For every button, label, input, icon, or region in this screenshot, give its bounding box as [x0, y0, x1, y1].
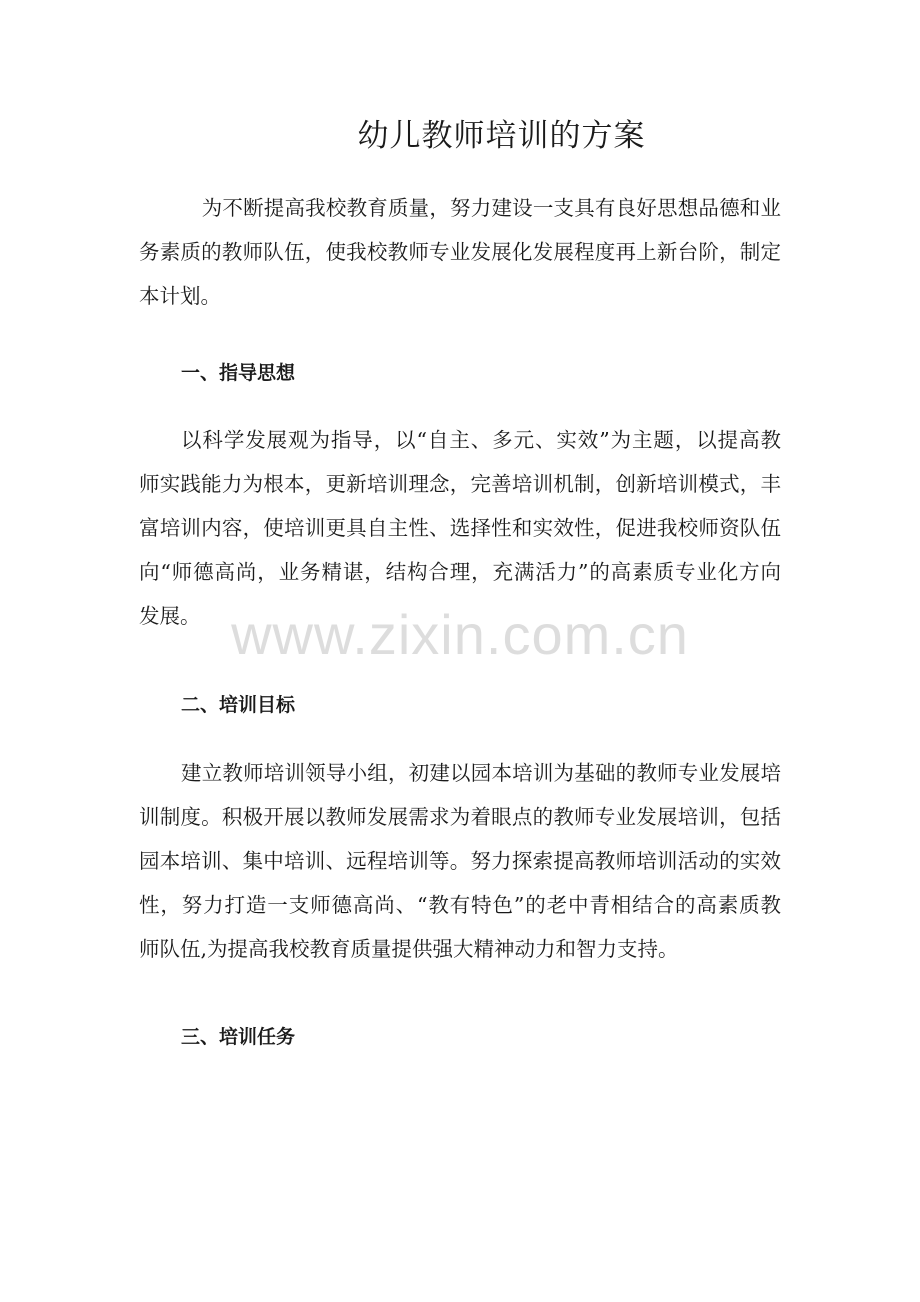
paragraph-line: 师队伍,为提高我校教育质量提供强大精神动力和智力支持。: [139, 937, 679, 961]
paragraph-line: 向“师德高尚，业务精谌，结构合理，充满活力”的高素质专业化方向: [139, 560, 781, 584]
intro-line: 本计划。: [139, 284, 221, 308]
paragraph-line: 园本培训、集中培训、远程培训等。努力探索提高教师培训活动的实效: [139, 849, 781, 873]
intro-line: 务素质的教师队伍，使我校教师专业发展化发展程度再上新台阶，制定: [139, 240, 781, 264]
section-paragraph-guiding-ideology: [139, 418, 781, 638]
paragraph-line: 师实践能力为根本，更新培训理念，完善培训机制，创新培训模式，丰: [139, 472, 781, 496]
site-watermark: www.zixin.com.cn: [231, 603, 689, 666]
paragraph-line: 富培训内容，使培训更具自主性、选择性和实效性，促进我校师资队伍: [139, 516, 781, 540]
paragraph-line: 以科学发展观为指导，以“自主、多元、实效”为主题，以提高教: [181, 428, 781, 452]
intro-paragraph: [139, 186, 781, 318]
section-heading-training-goals: 二、培训目标: [181, 694, 296, 716]
intro-line: 为不断提高我校教育质量，努力建设一支具有良好思想品德和业: [181, 196, 781, 220]
paragraph-line: 训制度。积极开展以教师发展需求为着眼点的教师专业发展培训，包括: [139, 805, 781, 829]
paragraph-line: 性，努力打造一支师德高尚、“教有特色”的老中青相结合的高素质教: [139, 893, 781, 917]
section-heading-training-tasks: 三、培训任务: [181, 1026, 296, 1048]
paragraph-line: 建立教师培训领导小组，初建以园本培训为基础的教师专业发展培: [181, 761, 781, 785]
document-title: 幼儿教师培训的方案: [357, 118, 646, 154]
section-heading-guiding-ideology: 一、指导思想: [181, 362, 296, 384]
paragraph-line: 发展。: [139, 604, 201, 628]
section-paragraph-training-goals: [139, 751, 781, 971]
